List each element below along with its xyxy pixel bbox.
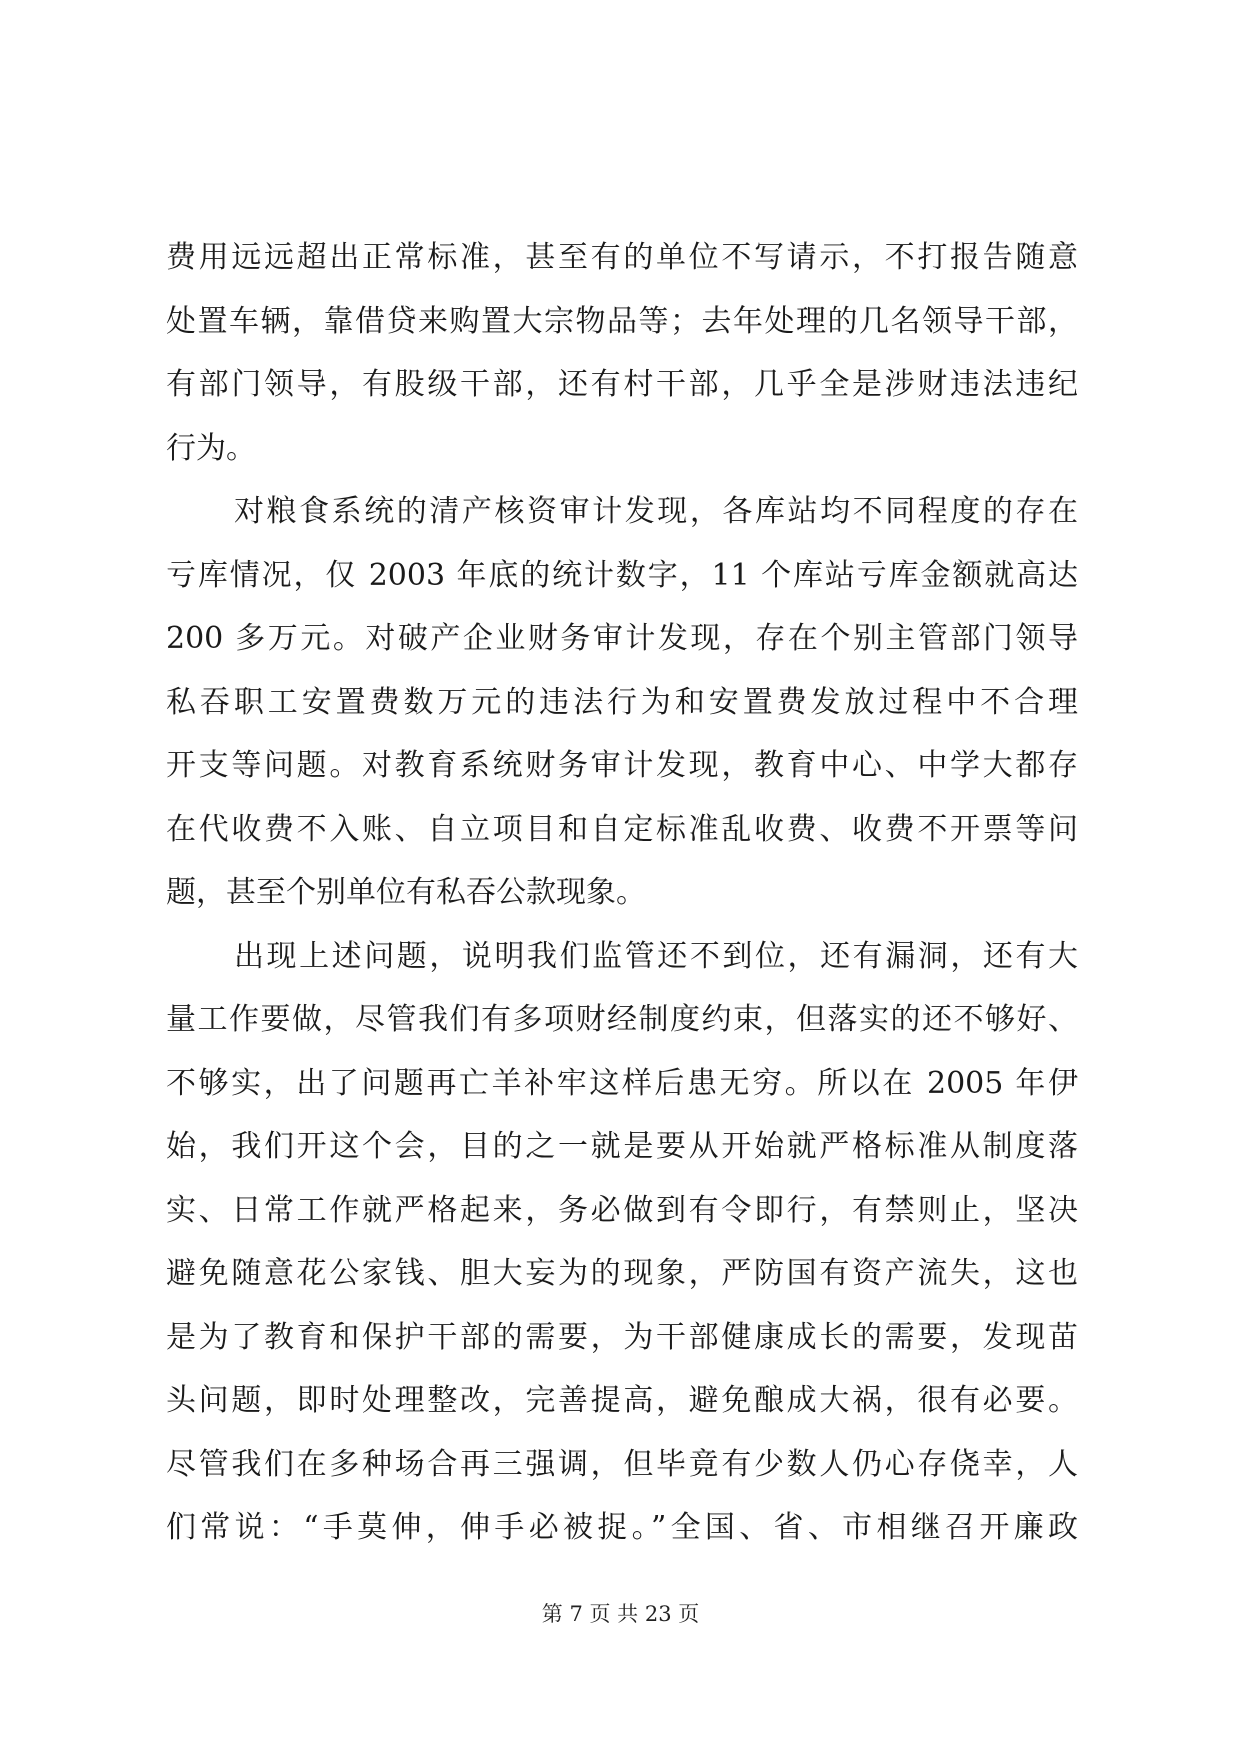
text-line: 实、日常工作就严格起来，务必做到有令即行，有禁则止，坚决 (166, 1192, 1078, 1228)
paragraph-start-line: 出现上述问题，说明我们监管还不到位，还有漏洞，还有大 (234, 938, 1078, 974)
text-line: 私吞职工安置费数万元的违法行为和安置费发放过程中不合理 (166, 684, 1078, 720)
body-text (166, 226, 1078, 1560)
text-line: 不够实，出了问题再亡羊补牢这样后患无穷。所以在 2005 年伊 (166, 1065, 1078, 1101)
text-line: 避免随意花公家钱、胆大妄为的现象，严防国有资产流失，这也 (166, 1256, 1078, 1291)
text-line: 始，我们开这个会，目的之一就是要从开始就严格标准从制度落 (166, 1129, 1078, 1164)
text-line: 是为了教育和保护干部的需要，为干部健康成长的需要，发现苗 (166, 1319, 1078, 1355)
text-line: 行为。 (166, 430, 256, 466)
text-line: 费用远远超出正常标准，甚至有的单位不写请示，不打报告随意 (166, 240, 1078, 275)
text-line: 题，甚至个别单位有私吞公款现象。 (166, 875, 646, 910)
page-number-footer: 第 7 页 共 23 页 (541, 1602, 700, 1626)
text-line: 量工作要做，尽管我们有多项财经制度约束，但落实的还不够好、 (166, 1002, 1078, 1037)
text-line: 亏库情况，仅 2003 年底的统计数字，11 个库站亏库金额就高达 (166, 557, 1078, 593)
text-line: 头问题，即时处理整改，完善提高，避免酿成大祸，很有必要。 (166, 1383, 1078, 1418)
paragraph-start-line: 对粮食系统的清产核资审计发现，各库站均不同程度的存在 (234, 494, 1078, 529)
text-line: 有部门领导，有股级干部，还有村干部，几乎全是涉财违法违纪 (166, 367, 1078, 402)
text-line: 尽管我们在多种场合再三强调，但毕竟有少数人仍心存侥幸，人 (166, 1446, 1078, 1482)
text-line: 在代收费不入账、自立项目和自定标准乱收费、收费不开票等问 (166, 811, 1078, 847)
text-line: 200 多万元。对破产企业财务审计发现，存在个别主管部门领导 (166, 621, 1078, 656)
text-line: 开支等问题。对教育系统财务审计发现，教育中心、中学大都存 (166, 748, 1078, 783)
text-line: 们常说：“手莫伸，伸手必被捉。”全国、省、市相继召开廉政 (166, 1510, 1078, 1545)
text-line: 处置车辆，靠借贷来购置大宗物品等；去年处理的几名领导干部， (166, 303, 1078, 339)
